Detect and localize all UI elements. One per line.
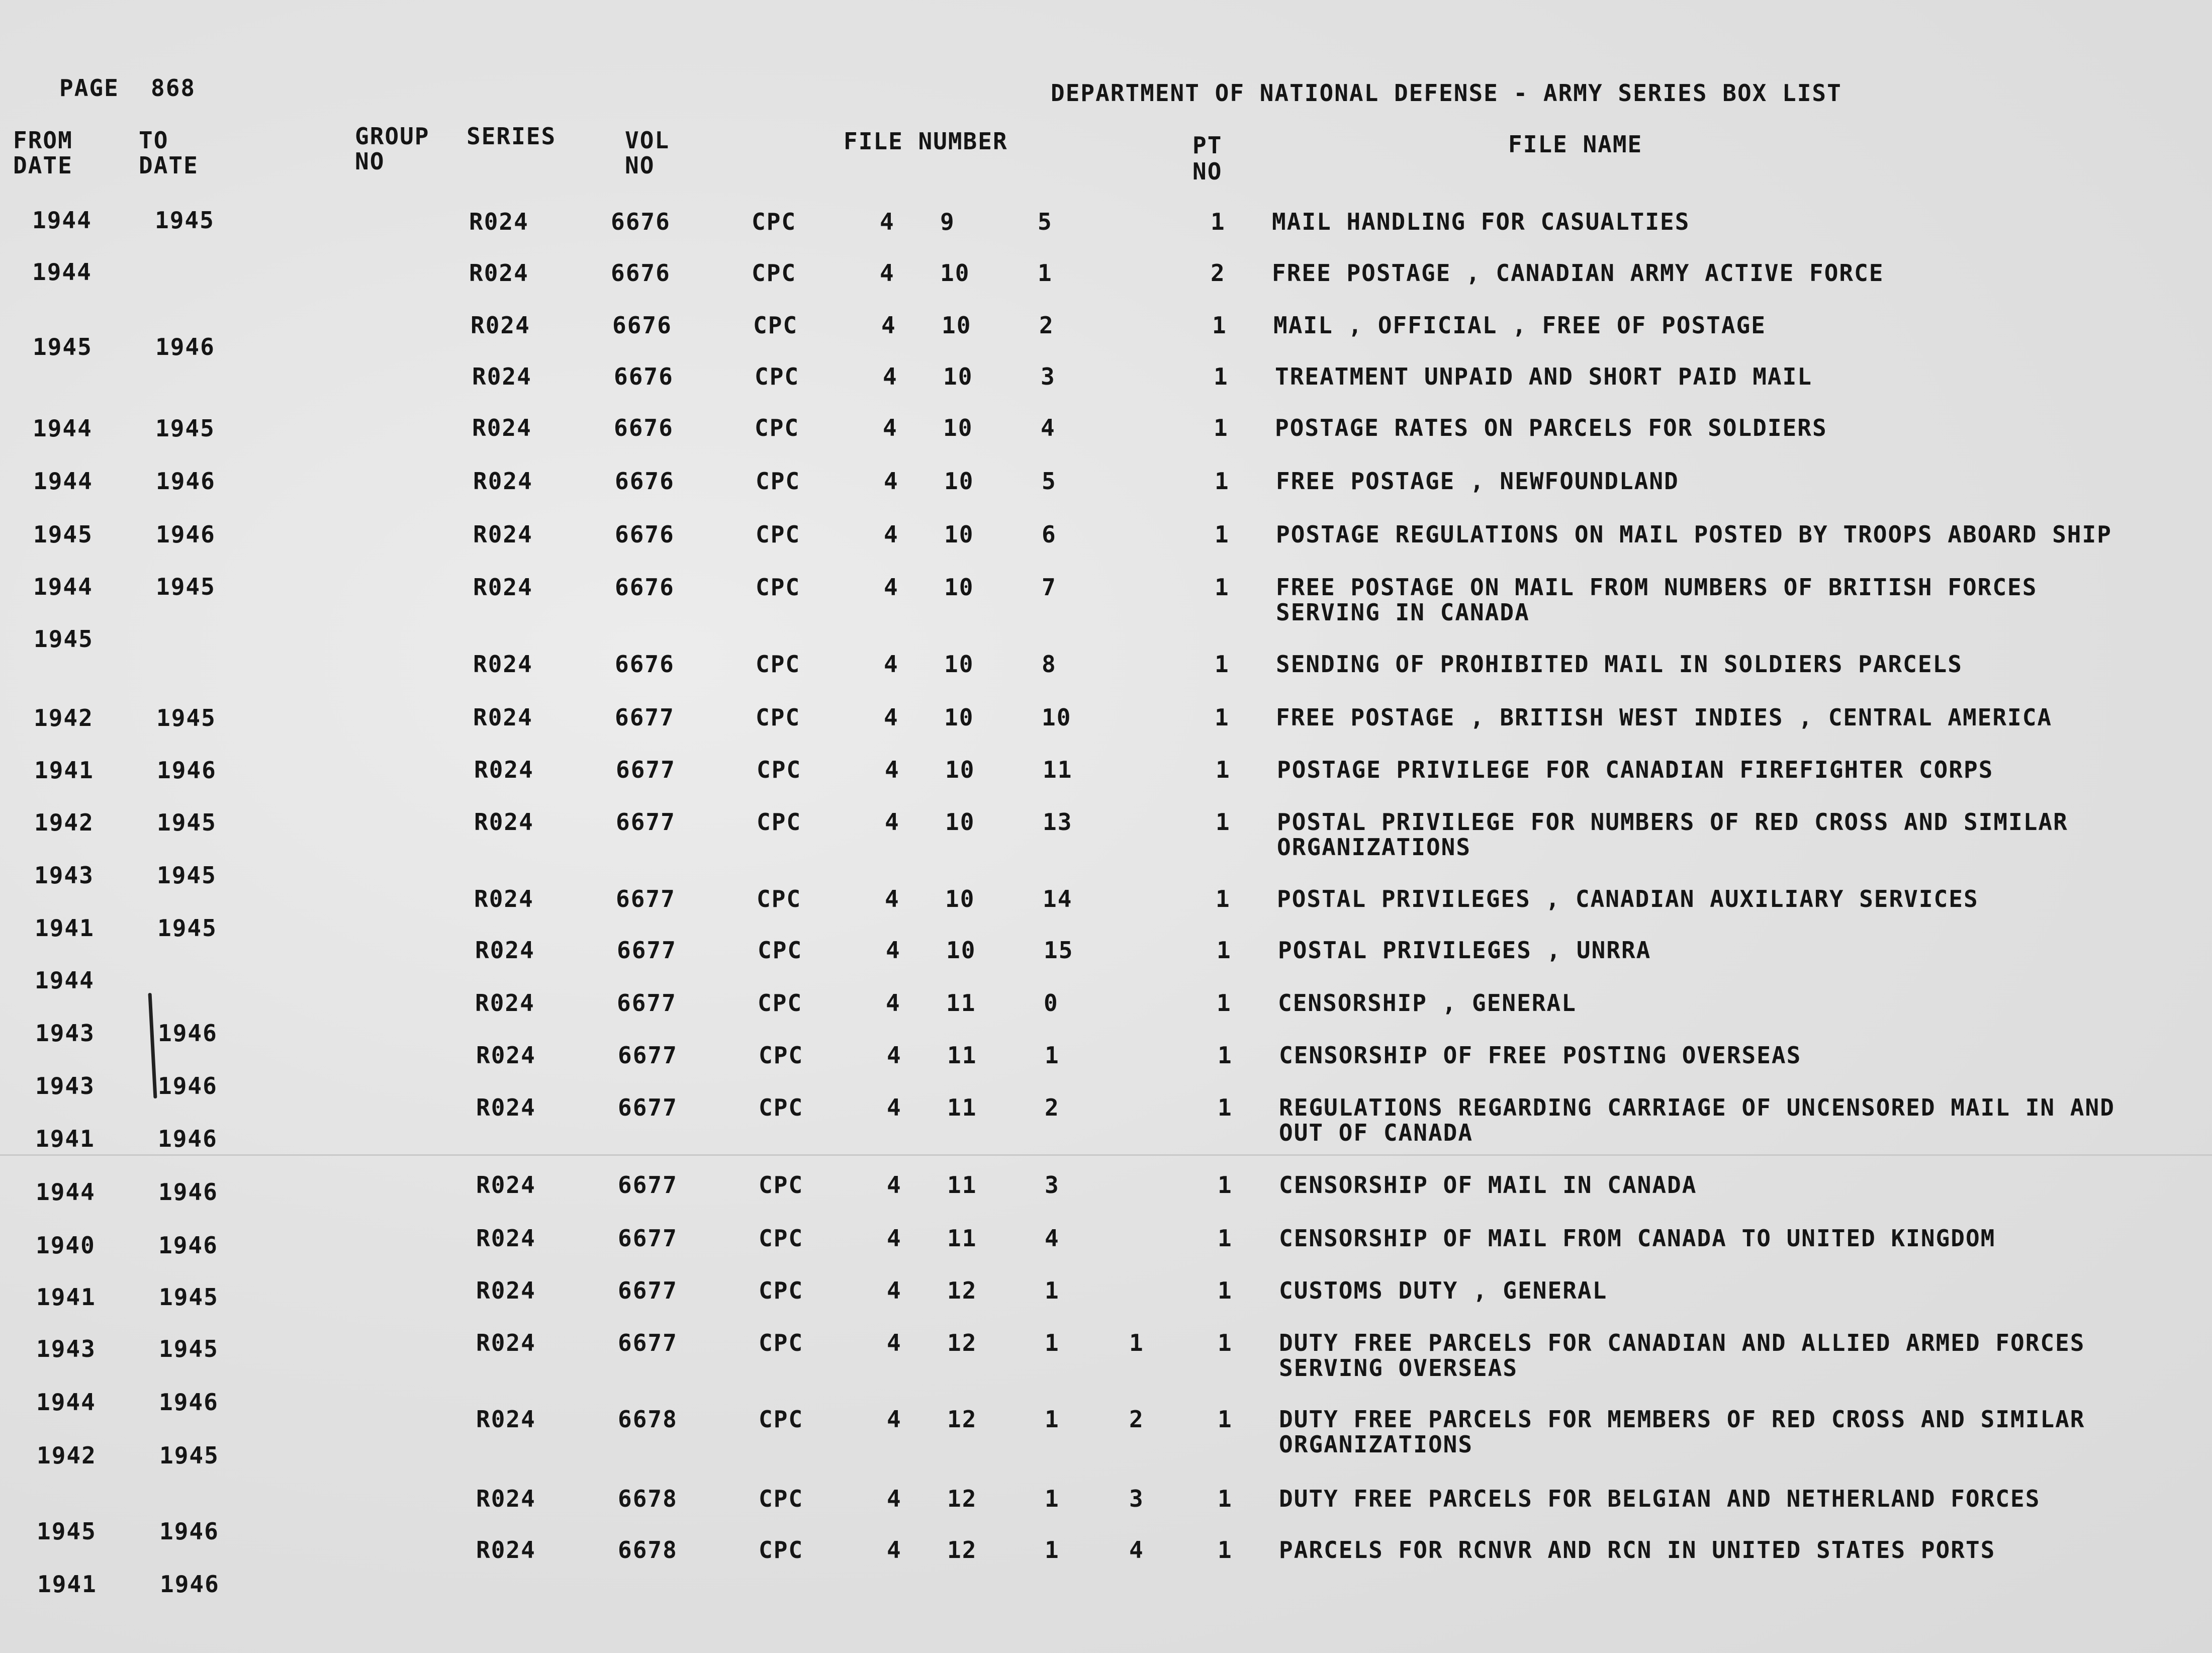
from-date: 1943 [34, 862, 94, 889]
code-cell: CPC [757, 808, 802, 836]
to-date: 1945 [159, 1283, 219, 1311]
file-number-1: 4 [887, 1536, 902, 1564]
pt-cell: 1 [1217, 937, 1232, 964]
to-date: 1945 [155, 415, 215, 442]
vol-cell: 6677 [618, 1225, 678, 1252]
file-number-3: 1 [1038, 259, 1053, 287]
file-number-1: 4 [884, 468, 899, 495]
header-vol-no-1: VOL [625, 127, 670, 154]
file-number-2: 11 [947, 1042, 977, 1069]
series-cell: R024 [476, 1042, 536, 1069]
file-number-3: 2 [1039, 312, 1054, 339]
file-number-2: 10 [945, 808, 975, 836]
file-number-3: 4 [1041, 414, 1056, 441]
file-number-2: 11 [947, 1171, 977, 1199]
file-number-1: 4 [883, 363, 898, 390]
file-number-3: 1 [1045, 1536, 1060, 1564]
vol-cell: 6677 [616, 756, 676, 783]
file-name-line: REGULATIONS REGARDING CARRIAGE OF UNCENSORED MAIL IN AND [1279, 1094, 2115, 1121]
file-number-2: 9 [940, 208, 955, 235]
code-cell: CPC [752, 259, 797, 287]
file-number-2: 12 [947, 1329, 977, 1356]
from-date: 1942 [34, 704, 94, 731]
file-number-1: 4 [884, 521, 899, 548]
file-number-2: 10 [940, 259, 970, 287]
series-cell: R024 [476, 1225, 536, 1252]
pt-cell: 1 [1215, 704, 1230, 731]
series-cell: R024 [473, 521, 533, 548]
file-number-2: 10 [945, 885, 975, 912]
pt-cell: 1 [1218, 1094, 1233, 1121]
file-name-line: FREE POSTAGE , CANADIAN ARMY ACTIVE FORCE [1272, 259, 1884, 287]
file-number-2: 12 [947, 1485, 977, 1512]
header-series: SERIES [467, 123, 557, 150]
code-cell: CPC [759, 1277, 804, 1304]
file-number-1: 4 [887, 1094, 902, 1121]
file-number-1: 4 [884, 704, 899, 731]
file-number-4: 4 [1129, 1536, 1144, 1564]
series-cell: R024 [476, 1277, 536, 1304]
to-date: 1946 [159, 1518, 219, 1545]
code-cell: CPC [759, 1094, 804, 1121]
file-number-3: 5 [1038, 208, 1053, 235]
file-number-1: 4 [885, 756, 900, 783]
file-number-1: 4 [880, 208, 895, 235]
file-number-3: 4 [1045, 1225, 1060, 1252]
pt-cell: 1 [1216, 885, 1231, 912]
file-number-3: 15 [1044, 937, 1074, 964]
vol-cell: 6676 [615, 651, 675, 678]
series-cell: R024 [474, 885, 534, 912]
file-name-line: PARCELS FOR RCNVR AND RCN IN UNITED STATES PORTS [1279, 1536, 1996, 1564]
pt-cell: 1 [1215, 574, 1230, 601]
file-number-3: 3 [1045, 1171, 1060, 1199]
vol-cell: 6676 [615, 468, 675, 495]
file-number-1: 4 [880, 259, 895, 287]
vol-cell: 6676 [611, 259, 671, 287]
from-date: 1941 [36, 1283, 96, 1311]
file-number-2: 10 [943, 414, 973, 441]
vol-cell: 6677 [618, 1277, 678, 1304]
vol-cell: 6677 [618, 1329, 678, 1356]
to-date: 1946 [156, 468, 216, 495]
series-cell: R024 [472, 363, 532, 390]
code-cell: CPC [759, 1171, 804, 1199]
code-cell: CPC [759, 1225, 804, 1252]
series-cell: R024 [472, 414, 532, 441]
file-number-3: 0 [1044, 989, 1059, 1017]
from-date: 1941 [37, 1571, 97, 1598]
code-cell: CPC [756, 651, 801, 678]
fold-line [0, 1154, 2212, 1156]
code-cell: CPC [753, 312, 798, 339]
file-number-1: 4 [881, 312, 896, 339]
file-number-2: 10 [944, 521, 974, 548]
from-date: 1945 [33, 333, 93, 360]
file-name-line: ORGANIZATIONS [1279, 1431, 1473, 1458]
header-vol-no-2: NO [625, 152, 655, 179]
code-cell: CPC [759, 1406, 804, 1433]
from-date: 1944 [35, 967, 95, 994]
header-file-name: FILE NAME [1508, 131, 1643, 158]
to-date: 1946 [155, 333, 215, 360]
series-cell: R024 [473, 468, 533, 495]
series-cell: R024 [475, 937, 535, 964]
file-number-1: 4 [887, 1329, 902, 1356]
file-number-3: 1 [1045, 1485, 1060, 1512]
pt-cell: 1 [1215, 651, 1230, 678]
file-number-3: 13 [1043, 808, 1073, 836]
file-number-2: 12 [947, 1277, 977, 1304]
file-number-2: 10 [942, 312, 972, 339]
pt-cell: 1 [1218, 1329, 1233, 1356]
file-number-1: 4 [884, 574, 899, 601]
file-number-3: 2 [1045, 1094, 1060, 1121]
series-cell: R024 [475, 989, 535, 1017]
file-number-2: 10 [944, 468, 974, 495]
code-cell: CPC [757, 885, 802, 912]
file-name-line: ORGANIZATIONS [1277, 834, 1471, 861]
header-group-no-2: NO [355, 148, 385, 175]
vol-cell: 6677 [617, 937, 677, 964]
from-date: 1943 [36, 1335, 96, 1362]
file-name-line: CENSORSHIP OF MAIL FROM CANADA TO UNITED KINGDOM [1279, 1225, 1996, 1252]
file-number-4: 1 [1129, 1329, 1144, 1356]
series-cell: R024 [476, 1329, 536, 1356]
pt-cell: 1 [1218, 1485, 1233, 1512]
code-cell: CPC [755, 363, 800, 390]
file-number-1: 4 [887, 1485, 902, 1512]
header-pt-no-2: NO [1192, 158, 1223, 185]
from-date: 1944 [33, 415, 93, 442]
pt-cell: 1 [1214, 414, 1229, 441]
code-cell: CPC [758, 989, 803, 1017]
code-cell: CPC [756, 521, 801, 548]
pt-cell: 1 [1218, 1171, 1233, 1199]
to-date: 1946 [158, 1020, 218, 1047]
vol-cell: 6676 [615, 521, 675, 548]
file-name-line: DUTY FREE PARCELS FOR CANADIAN AND ALLIED ARMED FORCES [1279, 1329, 2085, 1356]
from-date: 1940 [36, 1232, 96, 1259]
from-date: 1944 [36, 1389, 96, 1416]
file-name-line: POSTAL PRIVILEGES , CANADIAN AUXILIARY SERVICES [1277, 885, 1979, 912]
file-name-line: MAIL , OFFICIAL , FREE OF POSTAGE [1273, 312, 1766, 339]
file-number-4: 3 [1129, 1485, 1144, 1512]
to-date: 1946 [158, 1072, 218, 1099]
file-number-3: 5 [1042, 468, 1057, 495]
series-cell: R024 [476, 1485, 536, 1512]
file-number-2: 11 [947, 1094, 977, 1121]
to-date: 1946 [160, 1571, 220, 1598]
code-cell: CPC [759, 1536, 804, 1564]
file-name-line: OUT OF CANADA [1279, 1119, 1473, 1146]
file-name-line: POSTAGE REGULATIONS ON MAIL POSTED BY TROOPS ABOARD SHIP [1276, 521, 2112, 548]
pt-cell: 1 [1218, 1225, 1233, 1252]
series-cell: R024 [473, 704, 533, 731]
file-name-line: MAIL HANDLING FOR CASUALTIES [1272, 208, 1690, 235]
series-cell: R024 [474, 756, 534, 783]
file-name-line: POSTAGE RATES ON PARCELS FOR SOLDIERS [1275, 414, 1827, 441]
file-number-2: 10 [943, 363, 973, 390]
vol-cell: 6676 [614, 363, 674, 390]
pt-cell: 1 [1216, 756, 1231, 783]
code-cell: CPC [756, 574, 801, 601]
file-name-line: CENSORSHIP OF MAIL IN CANADA [1279, 1171, 1697, 1199]
file-number-3: 6 [1042, 521, 1057, 548]
code-cell: CPC [756, 468, 801, 495]
code-cell: CPC [759, 1485, 804, 1512]
file-name-line: POSTAL PRIVILEGES , UNRRA [1278, 937, 1651, 964]
file-number-1: 4 [885, 885, 900, 912]
series-cell: R024 [476, 1171, 536, 1199]
code-cell: CPC [759, 1042, 804, 1069]
pt-cell: 1 [1214, 363, 1229, 390]
file-number-2: 10 [944, 574, 974, 601]
from-date: 1944 [36, 1178, 96, 1206]
series-cell: R024 [476, 1406, 536, 1433]
file-name-line: POSTAL PRIVILEGE FOR NUMBERS OF RED CROSS AND SIMILAR [1277, 808, 2068, 836]
file-number-1: 4 [887, 1042, 902, 1069]
to-date: 1946 [157, 757, 217, 784]
page-title: DEPARTMENT OF NATIONAL DEFENSE - ARMY SERIES BOX LIST [1051, 79, 1842, 107]
to-date: 1946 [159, 1389, 219, 1416]
page-number: 868 [151, 74, 196, 102]
file-name-line: FREE POSTAGE , BRITISH WEST INDIES , CENTRAL AMERICA [1276, 704, 2053, 731]
vol-cell: 6677 [616, 808, 676, 836]
file-number-2: 11 [946, 989, 976, 1017]
file-name-line: SENDING OF PROHIBITED MAIL IN SOLDIERS PARCELS [1276, 651, 1963, 678]
vol-cell: 6676 [611, 208, 671, 235]
from-date: 1945 [34, 625, 94, 653]
file-number-2: 12 [947, 1406, 977, 1433]
pt-cell: 1 [1218, 1536, 1233, 1564]
file-name-line: CUSTOMS DUTY , GENERAL [1279, 1277, 1608, 1304]
to-date: 1946 [158, 1178, 218, 1206]
pt-cell: 2 [1211, 259, 1226, 287]
pen-mark [148, 993, 157, 1098]
series-cell: R024 [476, 1536, 536, 1564]
vol-cell: 6676 [614, 414, 674, 441]
from-date: 1942 [37, 1442, 97, 1469]
series-cell: R024 [469, 208, 529, 235]
file-number-2: 12 [947, 1536, 977, 1564]
vol-cell: 6677 [617, 989, 677, 1017]
pt-cell: 1 [1215, 521, 1230, 548]
to-date: 1946 [158, 1232, 218, 1259]
vol-cell: 6677 [618, 1171, 678, 1199]
file-number-1: 4 [883, 414, 898, 441]
to-date: 1945 [159, 1442, 219, 1469]
file-number-3: 11 [1043, 756, 1073, 783]
from-date: 1944 [32, 207, 92, 234]
from-date: 1941 [34, 757, 94, 784]
code-cell: CPC [752, 208, 797, 235]
file-number-2: 10 [946, 937, 976, 964]
series-cell: R024 [474, 808, 534, 836]
header-to-date-2: DATE [139, 152, 199, 179]
from-date: 1944 [33, 468, 93, 495]
vol-cell: 6677 [618, 1042, 678, 1069]
pt-cell: 1 [1212, 312, 1227, 339]
file-name-line: DUTY FREE PARCELS FOR MEMBERS OF RED CROSS AND SIMILAR [1279, 1406, 2085, 1433]
header-group-no-1: GROUP [355, 123, 430, 150]
vol-cell: 6676 [615, 574, 675, 601]
file-number-4: 2 [1129, 1406, 1144, 1433]
vol-cell: 6676 [612, 312, 672, 339]
file-number-2: 10 [944, 704, 974, 731]
pt-cell: 1 [1217, 989, 1232, 1017]
vol-cell: 6678 [618, 1485, 678, 1512]
code-cell: CPC [759, 1329, 804, 1356]
header-from-date-1: FROM [13, 127, 73, 154]
file-number-2: 11 [947, 1225, 977, 1252]
file-number-3: 1 [1045, 1329, 1060, 1356]
from-date: 1945 [33, 521, 93, 548]
file-number-1: 4 [885, 808, 900, 836]
from-date: 1944 [32, 258, 92, 286]
file-number-3: 3 [1041, 363, 1056, 390]
series-cell: R024 [473, 574, 533, 601]
file-number-3: 1 [1045, 1042, 1060, 1069]
file-name-line: FREE POSTAGE , NEWFOUNDLAND [1276, 468, 1679, 495]
file-number-3: 1 [1045, 1406, 1060, 1433]
to-date: 1946 [158, 1125, 218, 1152]
from-date: 1941 [35, 914, 95, 942]
pt-cell: 1 [1216, 808, 1231, 836]
file-number-3: 1 [1045, 1277, 1060, 1304]
file-name-line: POSTAGE PRIVILEGE FOR CANADIAN FIREFIGHTER CORPS [1277, 756, 1994, 783]
to-date: 1946 [156, 521, 216, 548]
file-name-line: TREATMENT UNPAID AND SHORT PAID MAIL [1275, 363, 1812, 390]
pt-cell: 1 [1218, 1406, 1233, 1433]
file-number-2: 10 [944, 651, 974, 678]
code-cell: CPC [757, 756, 802, 783]
header-to-date-1: TO [139, 127, 169, 154]
vol-cell: 6677 [616, 885, 676, 912]
code-cell: CPC [756, 704, 801, 731]
file-number-3: 7 [1042, 574, 1057, 601]
vol-cell: 6678 [618, 1406, 678, 1433]
series-cell: R024 [473, 651, 533, 678]
file-number-2: 10 [945, 756, 975, 783]
file-number-1: 4 [887, 1277, 902, 1304]
file-number-1: 4 [887, 1171, 902, 1199]
header-pt-no-1: PT [1192, 132, 1223, 159]
file-number-3: 8 [1042, 651, 1057, 678]
header-file-number: FILE NUMBER [844, 128, 1008, 155]
to-date: 1945 [157, 862, 217, 889]
file-name-line: SERVING IN CANADA [1276, 599, 1530, 626]
from-date: 1944 [33, 573, 93, 600]
series-cell: R024 [476, 1094, 536, 1121]
pt-cell: 1 [1218, 1277, 1233, 1304]
file-number-1: 4 [886, 937, 901, 964]
from-date: 1941 [35, 1125, 95, 1152]
file-name-line: FREE POSTAGE ON MAIL FROM NUMBERS OF BRITISH FORCES [1276, 574, 2038, 601]
to-date: 1945 [156, 704, 216, 731]
from-date: 1943 [35, 1072, 95, 1099]
file-name-line: SERVING OVERSEAS [1279, 1354, 1518, 1382]
page-label: PAGE [59, 74, 119, 102]
file-name-line: CENSORSHIP OF FREE POSTING OVERSEAS [1279, 1042, 1802, 1069]
file-number-1: 4 [886, 989, 901, 1017]
header-from-date-2: DATE [13, 152, 73, 179]
file-name-line: CENSORSHIP , GENERAL [1278, 989, 1577, 1017]
to-date: 1945 [155, 207, 215, 234]
file-number-1: 4 [887, 1225, 902, 1252]
series-cell: R024 [471, 312, 530, 339]
vol-cell: 6678 [618, 1536, 678, 1564]
file-number-1: 4 [887, 1406, 902, 1433]
file-number-3: 10 [1042, 704, 1072, 731]
from-date: 1945 [37, 1518, 97, 1545]
to-date: 1945 [157, 809, 217, 836]
file-name-line: DUTY FREE PARCELS FOR BELGIAN AND NETHERLAND FORCES [1279, 1485, 2041, 1512]
to-date: 1945 [156, 573, 216, 600]
pt-cell: 1 [1218, 1042, 1233, 1069]
file-number-3: 14 [1043, 885, 1073, 912]
code-cell: CPC [755, 414, 800, 441]
pt-cell: 1 [1211, 208, 1226, 235]
vol-cell: 6677 [615, 704, 675, 731]
code-cell: CPC [758, 937, 803, 964]
to-date: 1945 [159, 1335, 219, 1362]
file-number-1: 4 [884, 651, 899, 678]
vol-cell: 6677 [618, 1094, 678, 1121]
to-date: 1945 [157, 914, 217, 942]
from-date: 1942 [34, 809, 94, 836]
series-cell: R024 [469, 259, 529, 287]
from-date: 1943 [35, 1020, 95, 1047]
pt-cell: 1 [1215, 468, 1230, 495]
